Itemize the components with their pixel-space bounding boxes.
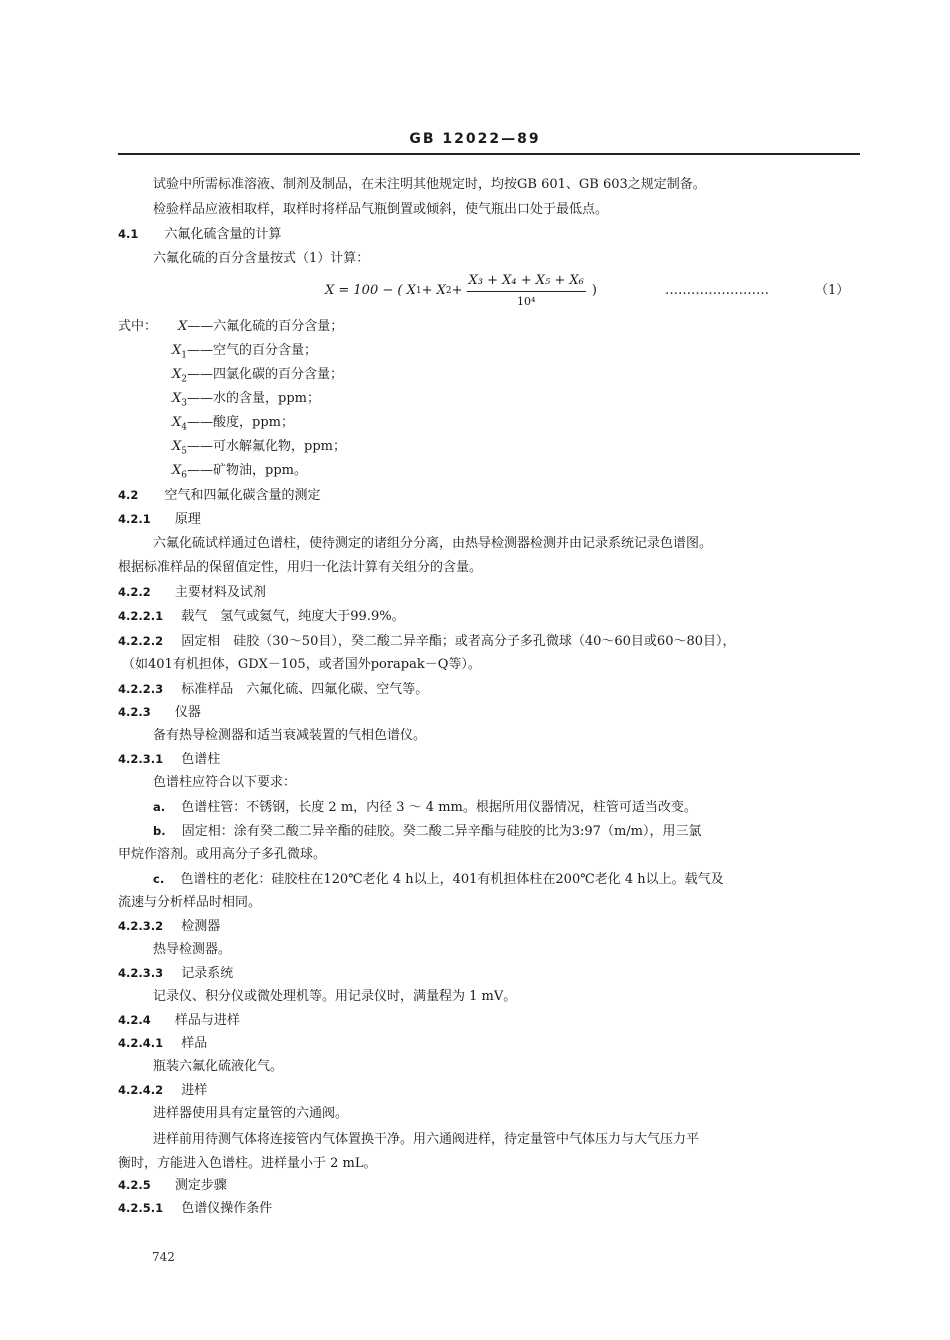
injection-text-1: 进样器使用具有定量管的六通阀。 xyxy=(153,1106,349,1121)
formula-intro: 六氟化硫的百分含量按式（1）计算： xyxy=(153,251,370,266)
principle-line-1: 六氟化硫试样通过色谱柱，使待测定的诸组分分离，由热导检测器检测并由记录系统记录色谱图。 xyxy=(153,536,713,551)
instrument-text: 备有热导检测器和适当衰减装置的气相色谱仪。 xyxy=(153,728,427,743)
var-desc: ——矿物油，ppm。 xyxy=(187,463,307,478)
var-symbol: X xyxy=(172,367,182,382)
section-title: 六氟化硫含量的计算 xyxy=(164,227,282,242)
formula-plus-2: + xyxy=(451,283,463,298)
section-number: 4.2.2.1 xyxy=(118,609,164,623)
formula-sub-1: 1 xyxy=(415,286,422,296)
list-marker: c. xyxy=(153,872,165,886)
section-4-2-3-3-heading xyxy=(118,964,233,983)
formula-sub-2: 2 xyxy=(445,286,452,296)
var-symbol: X xyxy=(178,319,188,334)
page-number: 742 xyxy=(152,1250,175,1264)
section-number: 4.2.5.1 xyxy=(118,1201,164,1215)
section-number: 4.1 xyxy=(118,227,139,241)
standard-code-header: GB 12022—89 xyxy=(409,131,541,147)
section-number: 4.2.4.2 xyxy=(118,1083,164,1097)
fraction-denominator: 10⁴ xyxy=(516,294,536,308)
section-text: 载气 氢气或氦气，纯度大于99.9%。 xyxy=(181,609,405,624)
section-number: 4.2.3.3 xyxy=(118,966,164,980)
var-symbol: X xyxy=(172,439,182,454)
section-4-2-2-1 xyxy=(118,607,405,626)
section-4-2-2-2 xyxy=(118,632,736,651)
var-desc: ——水的含量，ppm； xyxy=(187,391,320,406)
section-number: 4.2.2 xyxy=(118,585,151,599)
list-item-c xyxy=(153,870,724,889)
list-item-b xyxy=(153,822,701,841)
section-text: 标准样品 六氟化硫、四氟化碳、空气等。 xyxy=(181,682,429,697)
var-desc: ——酸度，ppm； xyxy=(187,415,294,430)
section-title: 原理 xyxy=(174,512,201,527)
section-4-2-3-heading xyxy=(118,703,201,722)
section-4-2-4-2-heading xyxy=(118,1081,207,1100)
section-4-1-heading xyxy=(118,225,282,244)
section-title: 仪器 xyxy=(174,705,201,720)
recorder-text: 记录仪、积分仪或微处理机等。用记录仪时，满量程为 1 mV。 xyxy=(153,989,517,1004)
intro-line-2: 检验样品应液相取样，取样时将样品气瓶倒置或倾斜，使气瓶出口处于最低点。 xyxy=(153,202,609,217)
var-desc: ——可水解氟化物，ppm； xyxy=(187,439,346,454)
detector-text: 热导检测器。 xyxy=(153,942,232,957)
section-4-2-2-heading xyxy=(118,583,266,602)
section-title: 样品与进样 xyxy=(174,1013,240,1028)
section-4-2-2-3 xyxy=(118,680,428,699)
formula-lhs: X = 100 − ( X xyxy=(325,283,416,298)
header-rule xyxy=(118,153,860,155)
list-item-b-cont: 甲烷作溶剂。或用高分子多孔微球。 xyxy=(118,847,327,862)
list-text: 色谱柱的老化：硅胶柱在120℃老化 4 h以上，401有机担体柱在200℃老化 4 h以上。载气及 xyxy=(180,872,724,887)
var-sub: 1 xyxy=(181,350,187,361)
equation-number: （1） xyxy=(815,283,850,298)
section-number: 4.2.1 xyxy=(118,512,151,526)
section-title: 记录系统 xyxy=(181,966,234,981)
formula-plus-1: + X xyxy=(421,283,446,298)
var-desc: ——六氟化硫的百分含量； xyxy=(187,319,344,334)
section-4-2-5-1-heading xyxy=(118,1199,272,1218)
section-title: 色谱柱 xyxy=(181,752,221,767)
variable-item xyxy=(172,342,317,365)
formula-1 xyxy=(325,273,597,309)
formula-fraction xyxy=(467,272,586,311)
section-4-2-3-1-heading xyxy=(118,750,220,769)
list-item-a xyxy=(153,798,697,817)
list-text: 色谱柱管：不锈钢，长度 2 m，内径 3 ～ 4 mm。根据所用仪器情况，柱管可适当改变。 xyxy=(181,800,697,815)
section-title: 测定步骤 xyxy=(174,1178,227,1193)
formula-leader-dots: …………………… xyxy=(665,283,769,298)
var-symbol: X xyxy=(172,391,182,406)
section-4-2-4-heading xyxy=(118,1011,240,1030)
section-number: 4.2.2.2 xyxy=(118,634,164,648)
list-item-c-cont: 流速与分析样品时相同。 xyxy=(118,895,262,910)
var-desc: ——四氯化碳的百分含量； xyxy=(187,367,344,382)
var-sub: 4 xyxy=(181,422,187,433)
var-symbol: X xyxy=(172,463,182,478)
section-number: 4.2.2.3 xyxy=(118,682,164,696)
variable-item xyxy=(172,366,343,389)
variable-item xyxy=(178,318,343,341)
list-text: 固定相：涂有癸二酸二异辛酯的硅胶。癸二酸二异辛酯与硅胶的比为3:97（m/m），用三氯 xyxy=(181,824,702,839)
var-desc: ——空气的百分含量； xyxy=(187,343,318,358)
section-4-2-2-2-cont: （如401有机担体，GDX－105，或者国外porapak－Q等）。 xyxy=(122,657,481,672)
injection-text-2: 进样前用待测气体将连接管内气体置换干净。用六通阀进样，待定量管中气体压力与大气压力平 xyxy=(153,1132,700,1147)
section-number: 4.2.3.1 xyxy=(118,752,164,766)
section-title: 检测器 xyxy=(181,919,221,934)
var-sub: 5 xyxy=(181,446,187,457)
section-4-2-5-heading xyxy=(118,1176,227,1195)
list-marker: b. xyxy=(153,824,166,838)
var-sub: 2 xyxy=(181,374,187,385)
variable-lead: 式中： xyxy=(118,319,158,334)
injection-text-3: 衡时，方能进入色谱柱。进样量小于 2 mL。 xyxy=(118,1156,377,1171)
section-4-2-1-heading xyxy=(118,510,201,529)
var-sub: 3 xyxy=(181,398,187,409)
var-sub: 6 xyxy=(181,470,187,481)
column-requirements: 色谱柱应符合以下要求： xyxy=(153,775,297,790)
section-number: 4.2 xyxy=(118,488,139,502)
variable-item xyxy=(172,438,346,461)
var-symbol: X xyxy=(172,415,182,430)
section-4-2-4-1-heading xyxy=(118,1034,207,1053)
section-number: 4.2.5 xyxy=(118,1178,151,1192)
sample-text: 瓶装六氟化硫液化气。 xyxy=(153,1059,284,1074)
section-title: 色谱仪操作条件 xyxy=(181,1201,273,1216)
section-4-2-3-2-heading xyxy=(118,917,220,936)
section-title: 主要材料及试剂 xyxy=(174,585,266,600)
variable-item xyxy=(172,462,307,485)
section-4-2-heading xyxy=(118,486,321,505)
intro-line-1: 试验中所需标准溶液、制剂及制品，在未注明其他规定时，均按GB 601、GB 603之规定制备。 xyxy=(153,177,706,192)
var-symbol: X xyxy=(172,343,182,358)
section-title: 样品 xyxy=(181,1036,208,1051)
section-title: 进样 xyxy=(181,1083,208,1098)
list-marker: a. xyxy=(153,800,166,814)
section-text: 固定相 硅胶（30～50目），癸二酸二异辛酯；或者高分子多孔微球（40～60目或60～80目）， xyxy=(181,634,736,649)
section-number: 4.2.4.1 xyxy=(118,1036,164,1050)
formula-close: ) xyxy=(591,283,597,298)
section-number: 4.2.3.2 xyxy=(118,919,164,933)
section-number: 4.2.3 xyxy=(118,705,151,719)
fraction-numerator: X₃ + X₄ + X₅ + X₆ xyxy=(467,272,586,292)
variable-item xyxy=(172,390,320,413)
section-number: 4.2.4 xyxy=(118,1013,151,1027)
section-title: 空气和四氟化碳含量的测定 xyxy=(164,488,321,503)
principle-line-2: 根据标准样品的保留值定性，用归一化法计算有关组分的含量。 xyxy=(118,560,483,575)
variable-item xyxy=(172,414,294,437)
